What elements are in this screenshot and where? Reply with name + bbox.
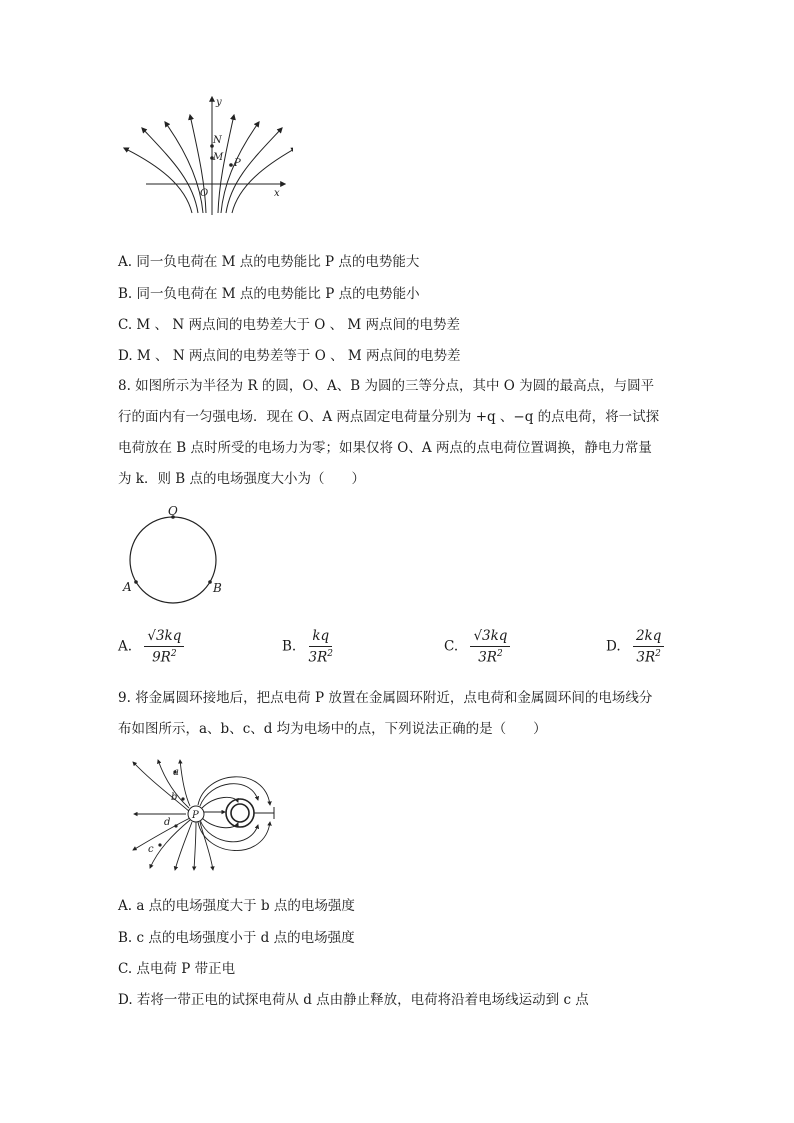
q8-option-c (444, 628, 510, 666)
point-m-label: M (213, 152, 224, 163)
q8-stem-line-2: 行的面内有一匀强电场．现在 O、A 两点固定电荷量分别为 +q 、−q 的点电荷，将一试探 (118, 409, 660, 425)
numerator: kq (309, 628, 332, 647)
fraction (309, 628, 334, 666)
y-axis-label: y (216, 97, 222, 108)
q9-option-d: D. 若将一带正电的试探电荷从 d 点由静止释放，电荷将沿着电场线运动到 c 点 (118, 992, 589, 1008)
q7-option-b: B. 同一负电荷在 M 点的电势能比 P 点的电势能小 (118, 286, 420, 302)
denominator-exponent: 2 (496, 649, 503, 659)
denominator-base: 9R (152, 649, 171, 666)
option-letter: B. (282, 638, 297, 655)
denominator-exponent: 2 (170, 649, 177, 659)
q9-option-c: C. 点电荷 P 带正电 (118, 961, 236, 977)
denominator-exponent: 2 (655, 649, 661, 659)
q8-option-a (118, 628, 184, 666)
fraction (470, 628, 510, 666)
fraction (633, 628, 664, 666)
q9-option-b: B. c 点的电场强度小于 d 点的电场强度 (118, 930, 355, 946)
q8-stem-line-4: 为 k．则 B 点的电场强度大小为（ ） (118, 471, 365, 487)
q7-option-d: D. M 、 N 两点间的电势差等于 O 、 M 两点间的电势差 (118, 348, 461, 364)
q8-stem-line-3: 电荷放在 B 点时所受的电场力为零；如果仅将 O、A 两点的点电荷位置调换，静电力常量 (118, 440, 652, 456)
point-a-label: a (173, 767, 179, 778)
option-letter: C. (444, 638, 459, 655)
origin-label: O (200, 188, 209, 199)
denominator-exponent: 2 (327, 649, 334, 659)
q8-option-b (282, 628, 333, 666)
option-letter: D. (606, 638, 621, 655)
ring-field-figure (118, 752, 288, 877)
q8-option-d (606, 628, 664, 666)
denominator (309, 647, 334, 666)
point-b-label: B (213, 581, 222, 595)
point-o-label: O (168, 504, 178, 518)
circle-figure (118, 500, 228, 610)
field-lines-figure (118, 92, 293, 217)
point-d-label: d (164, 817, 171, 828)
q8-stem-line-1: 8. 如图所示为半径为 R 的圆，O、A、B 为圆的三等分点，其中 O 为圆的最高点，与圆平 (118, 378, 655, 394)
denominator (636, 647, 661, 666)
numerator: √3kq (144, 628, 184, 647)
denominator-base: 3R (308, 649, 328, 666)
denominator (152, 647, 177, 666)
numerator: √3kq (470, 628, 510, 647)
q9-stem-line-1: 9. 将金属圆环接地后，把点电荷 P 放置在金属圆环附近，点电荷和金属圆环间的电场线分 (118, 690, 653, 706)
denominator-base: 3R (478, 649, 497, 666)
fraction (144, 628, 184, 666)
q9-option-a: A. a 点的电场强度大于 b 点的电场强度 (118, 898, 355, 914)
numerator: 2kq (633, 628, 664, 647)
point-b-label: b (171, 792, 178, 803)
x-axis-label: x (274, 188, 280, 199)
q7-option-a: A. 同一负电荷在 M 点的电势能比 P 点的电势能大 (118, 254, 420, 270)
denominator-base: 3R (636, 649, 656, 666)
denominator (478, 647, 503, 666)
option-letter: A. (118, 638, 133, 655)
point-n-label: N (213, 135, 222, 146)
q9-stem-line-2: 布如图所示，a、b、c、d 均为电场中的点，下列说法正确的是（ ） (118, 721, 547, 737)
q7-option-c: C. M 、 N 两点间的电势差大于 O 、 M 两点间的电势差 (118, 317, 460, 333)
point-c-label: c (148, 844, 154, 855)
charge-p-label: P (192, 810, 199, 821)
point-p-label: P (234, 158, 241, 169)
point-a-label: A (123, 580, 132, 594)
